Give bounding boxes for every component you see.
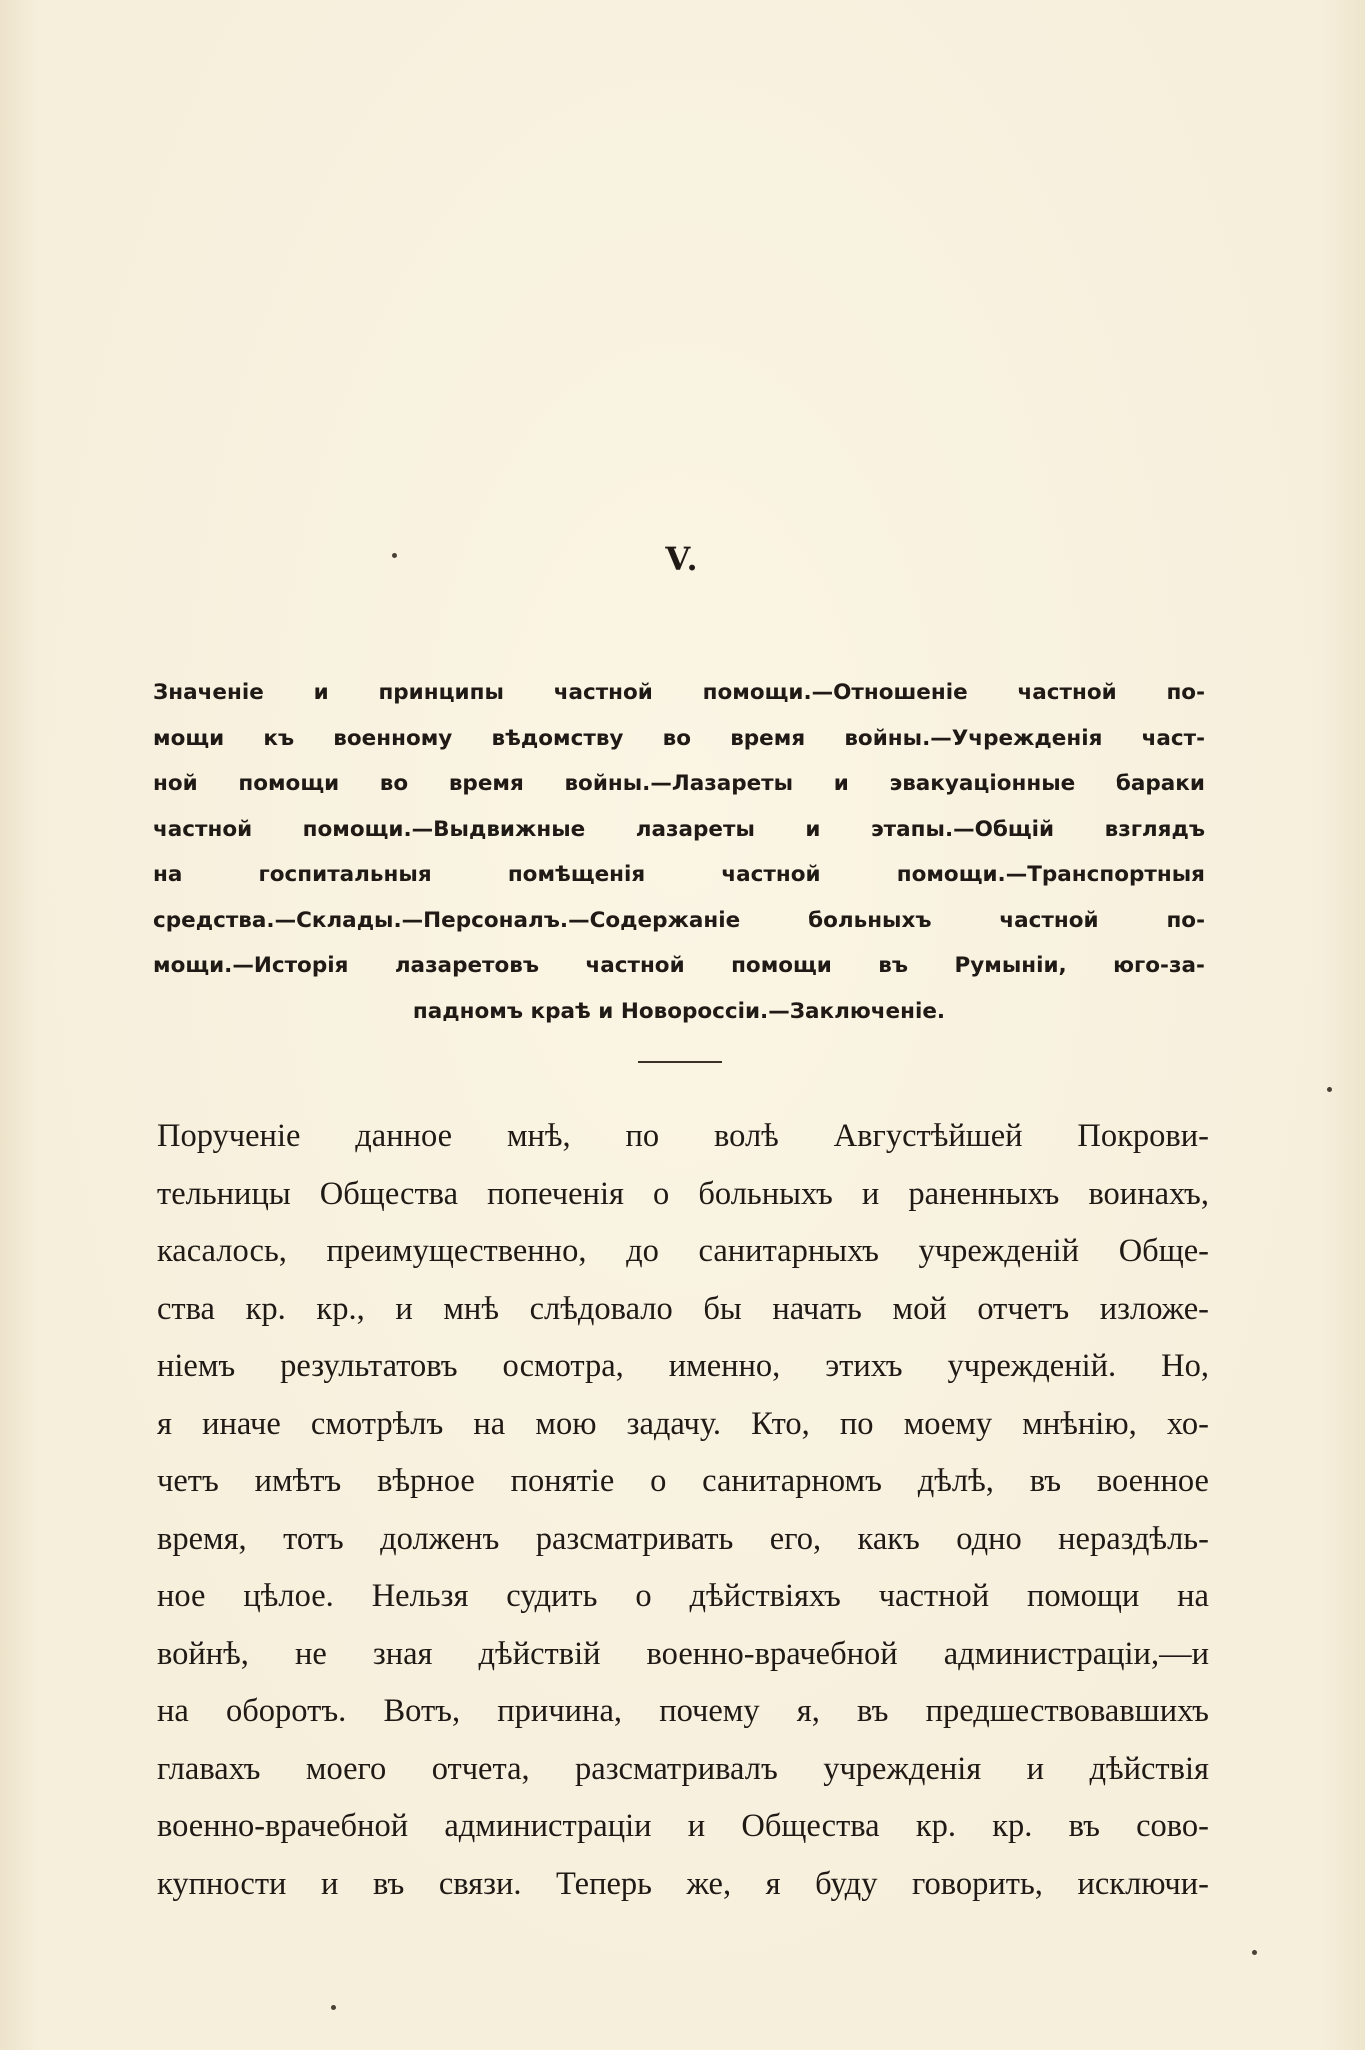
word: о — [650, 1463, 667, 1499]
word: военное — [1096, 1463, 1209, 1499]
word: именно, — [668, 1348, 781, 1384]
word: и — [313, 680, 329, 705]
word: принципы — [378, 680, 504, 705]
word: его, — [769, 1520, 822, 1557]
word: четъ — [157, 1463, 219, 1499]
body-line — [157, 1338, 1209, 1396]
body-line — [157, 1108, 1209, 1166]
word: по — [625, 1118, 660, 1154]
word: этапы.—Общiй — [870, 816, 1055, 842]
word: вѣдомству — [491, 725, 624, 751]
synopsis-line — [153, 852, 1205, 898]
word: кр., — [316, 1290, 365, 1327]
word: Покрови- — [1077, 1118, 1209, 1154]
word: Значенiе — [153, 680, 264, 705]
word: кр. — [992, 1808, 1033, 1844]
body-line — [157, 1166, 1209, 1224]
word: разсматривалъ — [575, 1750, 778, 1787]
word: госпитальныя — [258, 862, 432, 887]
word: войны.—Учрежденiя — [844, 725, 1103, 751]
section-divider-rule — [638, 1061, 722, 1063]
print-speck — [331, 2005, 336, 2010]
word: взглядъ — [1104, 816, 1205, 842]
word: понятiе — [510, 1463, 615, 1499]
word: купности — [157, 1865, 287, 1902]
word: связи. — [438, 1865, 522, 1902]
word: мнѣнiю, — [1022, 1405, 1137, 1442]
word: нiемъ — [157, 1348, 236, 1384]
word: моему — [903, 1405, 993, 1442]
word: буду — [815, 1865, 878, 1902]
word: тотъ — [283, 1520, 344, 1557]
word: до — [626, 1233, 659, 1269]
word: данное — [355, 1118, 453, 1154]
word: время — [730, 725, 806, 751]
word: на — [473, 1405, 506, 1442]
word: администрацiи,—и — [943, 1635, 1209, 1672]
word: военно-врачебной — [157, 1808, 409, 1844]
word: мнѣ — [443, 1290, 499, 1327]
word: судить — [506, 1578, 598, 1614]
word: во — [379, 771, 409, 796]
word: тельницы — [157, 1175, 291, 1212]
word: этихъ — [825, 1348, 903, 1384]
word: во — [662, 725, 692, 751]
word: на — [1177, 1578, 1209, 1614]
body-line — [157, 1626, 1209, 1684]
word: помощи.—Отношенiе — [702, 680, 968, 705]
word: дѣйствiя — [1089, 1750, 1209, 1787]
word: ное — [157, 1578, 206, 1614]
synopsis-line — [153, 761, 1205, 807]
word: мощи — [153, 725, 225, 751]
word: Вотъ, — [383, 1693, 461, 1729]
word: по- — [1166, 680, 1205, 705]
word: о — [635, 1578, 652, 1614]
body-line — [157, 1453, 1209, 1511]
word: осмотра, — [502, 1348, 624, 1384]
body-line — [157, 1683, 1209, 1741]
word: касалось, — [157, 1233, 287, 1269]
word: въ — [1029, 1463, 1062, 1499]
word: и — [1026, 1750, 1045, 1787]
word: Обще- — [1118, 1233, 1209, 1269]
body-line — [157, 1568, 1209, 1626]
body-line — [157, 1511, 1209, 1569]
word: къ — [263, 725, 295, 751]
word: част- — [1141, 725, 1205, 751]
word: долженъ — [380, 1520, 500, 1557]
word: иначе — [202, 1405, 281, 1442]
word: зная — [372, 1635, 433, 1672]
word: и — [687, 1808, 706, 1844]
word: предшествовавшихъ — [925, 1693, 1209, 1729]
word: военно-врачебной — [646, 1635, 898, 1672]
word: Кто, — [751, 1405, 810, 1442]
word: Теперь — [556, 1865, 652, 1902]
word: Румынiи, — [954, 953, 1067, 978]
word: я — [157, 1405, 172, 1442]
word: помощи — [731, 953, 832, 978]
word: бы — [703, 1290, 742, 1327]
word: дѣлѣ, — [917, 1463, 994, 1499]
word: волѣ — [714, 1118, 779, 1154]
word: Августѣйшей — [833, 1118, 1023, 1154]
word: и — [861, 1175, 880, 1212]
word: нераздѣль- — [1058, 1520, 1209, 1557]
word: помощи — [238, 771, 340, 796]
word: на — [153, 862, 183, 887]
word: воинахъ, — [1088, 1175, 1209, 1212]
word: кр. — [915, 1808, 956, 1844]
print-speck — [1327, 1087, 1332, 1092]
word: помощи — [1027, 1578, 1140, 1614]
word: отчетъ — [977, 1290, 1070, 1327]
word: Нельзя — [371, 1578, 469, 1614]
word: время, — [157, 1520, 247, 1557]
word: не — [294, 1635, 327, 1672]
word: причина, — [497, 1693, 622, 1729]
body-line — [157, 1396, 1209, 1454]
print-speck — [1252, 1950, 1257, 1955]
word: попеченiя — [487, 1175, 624, 1212]
word: въ — [372, 1865, 405, 1902]
word: вѣрное — [377, 1463, 475, 1499]
word: Но, — [1161, 1348, 1209, 1384]
word: частной — [153, 816, 253, 842]
body-line — [157, 1798, 1209, 1856]
word: и — [805, 816, 821, 842]
synopsis-line — [153, 670, 1205, 716]
word: мнѣ, — [506, 1118, 571, 1154]
body-paragraph — [157, 1108, 1209, 1913]
word: исключи- — [1077, 1865, 1209, 1902]
word: частной — [878, 1578, 990, 1614]
word: въ — [857, 1693, 889, 1729]
word: больныхъ — [808, 907, 932, 933]
word: войны.—Лазареты — [564, 771, 794, 796]
word: юго-за- — [1113, 953, 1205, 978]
word: Порученiе — [157, 1118, 301, 1154]
word: я, — [796, 1693, 820, 1729]
word: по — [839, 1405, 874, 1442]
word: учрежденiя — [823, 1750, 982, 1787]
word: санитарныхъ — [698, 1233, 879, 1269]
word: въ — [878, 953, 909, 978]
word: изложе- — [1099, 1290, 1209, 1327]
word: и — [833, 771, 849, 796]
word: раненныхъ — [908, 1175, 1060, 1212]
word: начать — [772, 1290, 862, 1327]
body-line — [157, 1281, 1209, 1339]
word: учрежденiй. — [947, 1348, 1117, 1384]
word: администрацiи — [444, 1808, 652, 1844]
word: по- — [1166, 907, 1205, 933]
word: смотрѣлъ — [310, 1405, 444, 1442]
word: же, — [686, 1865, 732, 1902]
word: сово- — [1136, 1808, 1209, 1844]
word: частной — [999, 907, 1099, 933]
word: разсматривать — [535, 1520, 734, 1557]
word: преимущественно, — [326, 1233, 587, 1269]
word: дѣйствiй — [478, 1635, 601, 1672]
word: почему — [659, 1693, 760, 1729]
word: дѣйствiяхъ — [689, 1578, 841, 1614]
word: помощи.—Выдвижные — [302, 816, 586, 842]
word: частной — [585, 953, 685, 978]
word: учрежденiй — [918, 1233, 1080, 1269]
word: бараки — [1115, 771, 1205, 796]
word: имѣтъ — [254, 1463, 342, 1499]
word: слѣдовало — [529, 1290, 673, 1327]
word: помощи.—Транспортныя — [896, 862, 1205, 887]
synopsis-line-last: падномъ краѣ и Новороссiи.—Заключенiе. — [412, 998, 946, 1024]
word: моего — [305, 1750, 387, 1787]
word: задачу. — [626, 1405, 722, 1442]
word: мою — [535, 1405, 597, 1442]
word: военному — [333, 725, 453, 751]
word: частной — [553, 680, 653, 705]
word: одно — [956, 1520, 1022, 1557]
body-line — [157, 1741, 1209, 1799]
synopsis-line — [153, 716, 1205, 762]
word: отчета, — [431, 1750, 530, 1787]
word: я — [765, 1865, 781, 1902]
word: частной — [1017, 680, 1117, 705]
word: Общества — [741, 1808, 880, 1844]
word: оборотъ. — [226, 1693, 347, 1729]
word: какъ — [857, 1520, 920, 1557]
word: ной — [153, 771, 198, 796]
body-line — [157, 1223, 1209, 1281]
word: больныхъ — [698, 1175, 833, 1212]
word: время — [448, 771, 524, 796]
word: на — [157, 1693, 189, 1729]
word: кр. — [245, 1290, 286, 1327]
word: и — [395, 1290, 413, 1327]
word: помѣщенiя — [507, 862, 646, 887]
word: хо- — [1166, 1405, 1209, 1442]
word: результатовъ — [280, 1348, 458, 1384]
word: эвакуацiонные — [889, 771, 1076, 796]
synopsis-line — [153, 898, 1205, 944]
word: лазареты — [635, 816, 755, 842]
word: лазаретовъ — [394, 953, 540, 978]
body-line — [157, 1856, 1209, 1914]
word: Общества — [319, 1175, 459, 1212]
word: частной — [721, 862, 821, 887]
synopsis-line — [153, 807, 1205, 853]
chapter-synopsis — [153, 670, 1205, 1034]
word: санитарномъ — [702, 1463, 882, 1499]
word: цѣлое. — [243, 1578, 334, 1614]
chapter-numeral: V. — [665, 540, 700, 578]
word: и — [321, 1865, 339, 1902]
word: мощи.—Исторiя — [153, 953, 349, 978]
word: говорить, — [912, 1865, 1043, 1902]
word: о — [653, 1175, 670, 1212]
word: въ — [1068, 1808, 1100, 1844]
word: мой — [892, 1290, 947, 1327]
word: главахъ — [157, 1750, 261, 1787]
synopsis-line — [153, 943, 1205, 989]
word: войнѣ, — [157, 1635, 249, 1672]
print-speck — [392, 553, 397, 558]
word: средства.—Склады.—Персоналъ.—Содержанiе — [153, 907, 741, 933]
word: ства — [157, 1290, 215, 1327]
